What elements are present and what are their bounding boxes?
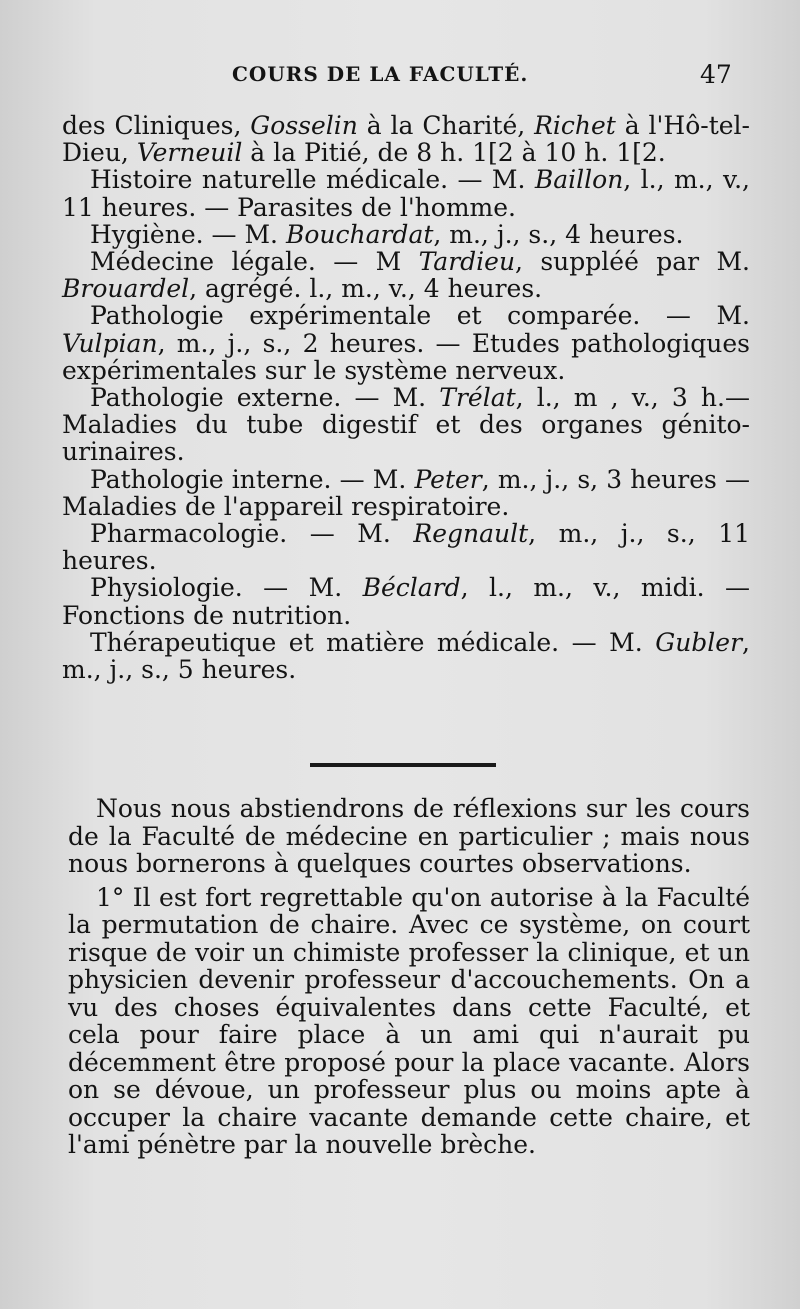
running-title: COURS DE LA FACULTÉ. <box>232 62 529 86</box>
professor-name: Richet <box>534 111 616 140</box>
page-number: 47 <box>700 60 732 89</box>
professor-name: Brouardel <box>62 274 190 304</box>
course-entry-pathologie-experimentale: Pathologie expérimentale et comparée. — M. Vulpian, m., j., s., 2 heures. — Etudes pathologiques expérimentales sur le système nerveux. <box>62 301 750 385</box>
course-entry-therapeutique: Thérapeutique et matière médicale. — M. Gubler, m., j., s., 5 heures. <box>62 627 750 685</box>
commentary-intro: Nous nous abstiendrons de réflexions sur les cours de la Faculté de médecine en particulier ; mais nous nous bornerons à quelques courtes observations. <box>68 794 750 878</box>
course-entry-pathologie-externe: Pathologie externe. — M. Trélat, l., m , v., 3 h.— Maladies du tube digestif et des organes génito-urinaires. <box>62 383 750 467</box>
professor-name: Regnault <box>413 519 529 549</box>
professor-name: Bouchardat <box>285 219 434 249</box>
professor-name: Baillon <box>534 165 624 195</box>
course-entry-physiologie: Physiologie. — M. Béclard, l., m., v., midi. — Fonctions de nutrition. <box>62 573 750 630</box>
professor-name: Verneuil <box>136 138 243 168</box>
course-entry-medecine-legale: Médecine légale. — M Tardieu, suppléé par M. Brouardel, agrégé. l., m., v., 4 heures. <box>62 247 750 304</box>
course-entry-pathologie-interne: Pathologie interne. — M. Peter, m., j., s, 3 heures — Maladies de l'appareil respiratoire. <box>62 464 750 521</box>
commentary-section <box>68 795 750 1165</box>
professor-name: Béclard <box>362 573 461 603</box>
professor-name: Peter <box>414 464 482 494</box>
commentary-point-1: 1° Il est fort regrettable qu'on autorise à la Faculté la permutation de chaire. Avec ce système, on court risque de voir un chimiste professer la clinique, et un physicien devenir professeur d'accouchements. On a vu des choses équivalentes dans cette Faculté, et cela pour faire place à un ami qui n'aurait pu décemment être proposé pour la place vacante. Alors on se dévoue, un professeur plus ou moins apte à occuper la chaire vacante demande cette chaire, et l'ami pénètre par la nouvelle brèche. <box>68 882 750 1159</box>
course-entry-cliniques: des Cliniques, Gosselin à la Charité, Richet à l'Hô-tel-Dieu, Verneuil à la Pitié, de 8 h. 1[2 à 10 h. 1[2. <box>62 111 750 168</box>
course-entry-histoire-naturelle: Histoire naturelle médicale. — M. Baillon, l., m., v., 11 heures. — Parasites de l'homme. <box>62 165 751 222</box>
professor-name: Gubler <box>655 627 743 657</box>
course-list <box>62 112 750 683</box>
professor-name: Vulpian <box>62 328 158 358</box>
professor-name: Tardieu <box>418 247 516 277</box>
professor-name: Trélat <box>439 383 516 413</box>
section-divider <box>310 763 496 767</box>
course-entry-pharmacologie: Pharmacologie. — M. Regnault, m., j., s., 11 heures. <box>62 519 750 576</box>
page-header <box>0 58 800 94</box>
professor-name: Gosselin <box>250 111 358 140</box>
course-entry-hygiene: Hygiène. — M. Bouchardat, m., j., s., 4 heures. <box>90 219 684 249</box>
